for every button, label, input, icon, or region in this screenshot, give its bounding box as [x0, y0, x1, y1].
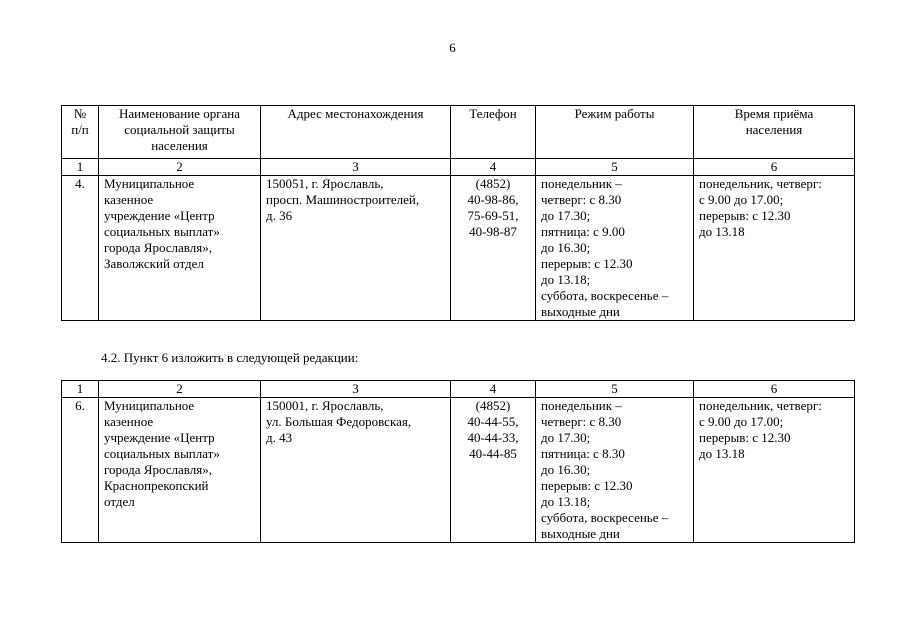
institution-address: 150051, г. Ярославль, просп. Машиностроителей, д. 36: [261, 176, 451, 321]
header-reception: Время приёма населения: [694, 106, 855, 159]
column-number: 3: [261, 381, 451, 398]
column-number: 5: [536, 159, 694, 176]
institution-phone: (4852) 40-44-55, 40-44-33, 40-44-85: [451, 398, 536, 543]
reception-hours: понедельник, четверг: с 9.00 до 17.00; перерыв: с 12.30 до 13.18: [694, 398, 855, 543]
header-schedule: Режим работы: [536, 106, 694, 159]
row-number: 4.: [62, 176, 99, 321]
column-number: 3: [261, 159, 451, 176]
reception-hours: понедельник, четверг: с 9.00 до 17.00; перерыв: с 12.30 до 13.18: [694, 176, 855, 321]
table-row: [62, 398, 855, 543]
amendment-paragraph: 4.2. Пункт 6 изложить в следующей редакции:: [101, 350, 359, 365]
institution-phone: (4852) 40-98-86, 75-69-51, 40-98-87: [451, 176, 536, 321]
work-schedule: понедельник – четверг: с 8.30 до 17.30; пятница: с 8.30 до 16.30; перерыв: с 12.30 до 13.18; суббота, воскресенье – выходные дни: [536, 398, 694, 543]
header-phone: Телефон: [451, 106, 536, 159]
institution-name: Муниципальное казенное учреждение «Центр социальных выплат» города Ярославля», Заволжский отдел: [99, 176, 261, 321]
column-number-row: [62, 159, 855, 176]
column-number: 1: [62, 381, 99, 398]
header-name: Наименование органа социальной защиты населения: [99, 106, 261, 159]
column-number: 6: [694, 381, 855, 398]
column-number: 6: [694, 159, 855, 176]
table-header-row: [62, 106, 855, 159]
header-no: № п/п: [62, 106, 99, 159]
column-number: 2: [99, 159, 261, 176]
column-number: 5: [536, 381, 694, 398]
institution-address: 150001, г. Ярославль, ул. Большая Федоровская, д. 43: [261, 398, 451, 543]
column-number: 4: [451, 381, 536, 398]
work-schedule: понедельник – четверг: с 8.30 до 17.30; пятница: с 9.00 до 16.30; перерыв: с 12.30 до 13.18; суббота, воскресенье – выходные дни: [536, 176, 694, 321]
row-number: 6.: [62, 398, 99, 543]
column-number: 1: [62, 159, 99, 176]
column-number-row: [62, 381, 855, 398]
table-row: [62, 176, 855, 321]
institution-name: Муниципальное казенное учреждение «Центр социальных выплат» города Ярославля», Краснопрекопский отдел: [99, 398, 261, 543]
page-number: 6: [449, 40, 456, 55]
header-address: Адрес местонахождения: [261, 106, 451, 159]
offices-table-2: [61, 380, 855, 543]
column-number: 2: [99, 381, 261, 398]
offices-table-1: [61, 105, 855, 321]
column-number: 4: [451, 159, 536, 176]
